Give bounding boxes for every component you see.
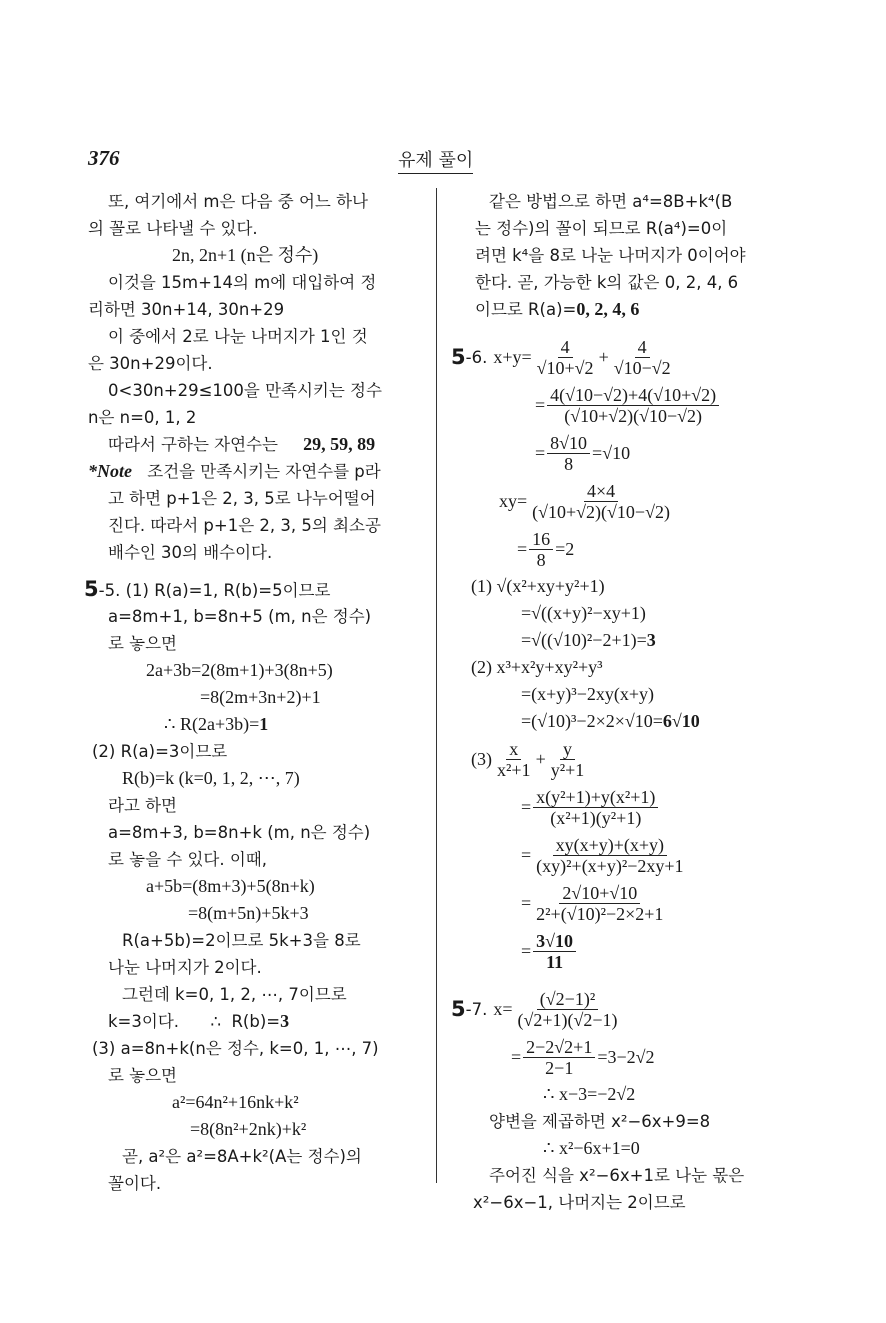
fraction xyxy=(494,739,534,780)
problem-number-bold: 5 xyxy=(84,577,99,601)
problem-number-rest: -7. xyxy=(465,999,488,1019)
note-line xyxy=(88,458,423,485)
text-line: 양변을 제곱하면 x²−6x+9=8 xyxy=(489,1112,711,1131)
text-line: 곧, a²은 a²=8A+k²(A는 정수)의 xyxy=(122,1147,362,1166)
fraction xyxy=(523,1037,595,1078)
fraction xyxy=(611,337,674,378)
text-line: 같은 방법으로 하면 a⁴=8B+k⁴(B xyxy=(489,192,733,211)
numerator: 4×4 xyxy=(584,481,618,502)
math-line xyxy=(455,525,795,573)
denominator: 8 xyxy=(564,453,574,474)
text-line: 한다. 곧, 가능한 k의 값은 0, 2, 4, 6 xyxy=(475,273,739,292)
math-line: ∴ x−3=−2√2 xyxy=(543,1084,636,1104)
math-line: (2) x³+x²y+xy²+y³ xyxy=(471,657,603,677)
numerator: 2−2√2+1 xyxy=(523,1037,595,1058)
denominator: 8 xyxy=(536,549,546,570)
math: =√((√10)²−2+1)= xyxy=(521,630,647,650)
math-line xyxy=(455,429,795,477)
answer-value: 0, 2, 4, 6 xyxy=(576,299,640,319)
column-divider xyxy=(436,188,437,1183)
math-line: 2n, 2n+1 (n은 정수) xyxy=(172,245,319,265)
fraction xyxy=(533,787,658,828)
answer-value: 29, 59, 89 xyxy=(303,434,376,454)
text: 이므로 R(a)= xyxy=(475,300,577,319)
math: x+y= xyxy=(493,346,532,367)
math-line xyxy=(455,1033,795,1081)
text-line: 로 놓을 수 있다. 이때, xyxy=(108,850,267,869)
answer-value: 3 xyxy=(646,630,656,650)
text-line: 려면 k⁴을 8로 나눈 나머지가 0이어야 xyxy=(475,246,746,265)
answer-value: 1 xyxy=(259,714,269,734)
denominator: 2²+(√10)²−2×2+1 xyxy=(536,903,664,924)
text-line: 배수인 30의 배수이다. xyxy=(108,543,273,562)
math-line xyxy=(455,477,795,525)
denominator: (x²+1)(y²+1) xyxy=(550,807,642,828)
text-line: 은 30n+29이다. xyxy=(88,354,213,373)
text: 조건을 만족시키는 자연수를 p라 xyxy=(147,462,381,481)
text-line: 고 하면 p+1은 2, 3, 5로 나누어떨어 xyxy=(108,489,376,508)
equals: = xyxy=(521,892,532,913)
left-column xyxy=(84,188,423,1197)
answer-line xyxy=(88,1008,423,1035)
text: k=3이다. ∴ R(b)= xyxy=(108,1012,281,1031)
answer-value: 6√10 xyxy=(662,711,700,731)
math-line xyxy=(455,783,795,831)
denominator: y²+1 xyxy=(550,759,585,780)
text-line: 그런데 k=0, 1, 2, ⋯, 7이므로 xyxy=(122,985,347,1004)
numerator: 8√10 xyxy=(547,433,590,454)
text-line: 진다. 따라서 p+1은 2, 3, 5의 최소공 xyxy=(108,516,381,535)
numerator: 2√10+√10 xyxy=(559,883,640,904)
fraction xyxy=(534,337,597,378)
numerator: 4 xyxy=(558,337,573,358)
text-line: 이 중에서 2로 나눈 나머지가 1인 것 xyxy=(108,327,368,346)
denominator: (√10+√2)(√10−√2) xyxy=(532,501,670,522)
right-column xyxy=(451,188,795,1216)
fraction xyxy=(529,529,553,570)
math-line: =8(m+5n)+5k+3 xyxy=(188,903,309,923)
equals: = xyxy=(535,442,546,463)
fraction xyxy=(533,931,576,972)
math-line: =8(2m+3n+2)+1 xyxy=(200,687,321,707)
text-line: 주어진 식을 x²−6x+1로 나눈 몫은 xyxy=(489,1166,745,1185)
numerator: 3√10 xyxy=(533,931,576,952)
math-line: =√((x+y)²−xy+1) xyxy=(521,603,646,623)
math: =√10 xyxy=(592,442,631,463)
text-line: 나눈 나머지가 2이다. xyxy=(108,958,262,977)
fraction xyxy=(514,989,620,1030)
math-line: a²=64n²+16nk+k² xyxy=(172,1092,299,1112)
fraction xyxy=(529,481,673,522)
math-line: ∴ x²−6x+1=0 xyxy=(543,1138,640,1158)
denominator: 11 xyxy=(546,951,564,972)
fraction xyxy=(547,433,590,474)
text-line: 꼴이다. xyxy=(108,1174,162,1193)
text: 따라서 구하는 자연수는 xyxy=(108,435,278,454)
denominator: (√10+√2)(√10−√2) xyxy=(564,405,703,426)
answer-line xyxy=(455,296,795,323)
text-line: 또, 여기에서 m은 다음 중 어느 하나 xyxy=(108,192,368,211)
text-line: 의 꼴로 나타낼 수 있다. xyxy=(88,219,258,238)
fraction xyxy=(547,385,719,426)
fraction xyxy=(533,835,686,876)
text-line: 로 놓으면 xyxy=(108,1066,178,1085)
denominator: (√2+1)(√2−1) xyxy=(517,1009,618,1030)
equals: = xyxy=(535,394,546,415)
equals: = xyxy=(521,844,532,865)
problem-number-rest: -5. xyxy=(98,581,121,600)
problem-number-bold: 5 xyxy=(451,996,466,1021)
text: (1) R(a)=1, R(b)=5이므로 xyxy=(125,581,331,600)
math-line xyxy=(455,627,795,654)
math-line xyxy=(455,831,795,879)
text-line: 라고 하면 xyxy=(108,796,178,815)
equals: = xyxy=(517,538,528,559)
numerator: 4 xyxy=(635,337,650,358)
text-line: 는 정수)의 꼴이 되므로 R(a⁴)=0이 xyxy=(475,219,728,238)
denominator: √10+√2 xyxy=(536,357,594,378)
text-line: 이것을 15m+14의 m에 대입하여 정 xyxy=(108,273,377,292)
fraction xyxy=(548,739,588,780)
denominator: 2−1 xyxy=(545,1057,574,1078)
math-line xyxy=(455,927,795,975)
problem-number-bold: 5 xyxy=(451,344,466,369)
text-line: n은 n=0, 1, 2 xyxy=(88,408,197,427)
math-line: =(x+y)³−2xy(x+y) xyxy=(521,684,654,704)
text-line: x²−6x−1, 나머지는 2이므로 xyxy=(473,1193,686,1212)
math: x= xyxy=(493,998,513,1019)
text-line: 리하면 30n+14, 30n+29 xyxy=(88,300,285,319)
denominator: x²+1 xyxy=(497,759,531,780)
text-line: 로 놓으면 xyxy=(108,634,178,653)
numerator: (√2−1)² xyxy=(537,989,598,1010)
math-line: =8(8n²+2nk)+k² xyxy=(190,1119,307,1139)
numerator: xy(x+y)+(x+y) xyxy=(553,835,667,856)
text: ∴ R(2a+3b)= xyxy=(164,714,260,734)
math: xy= xyxy=(499,490,528,511)
problem-number-rest: -6. xyxy=(465,347,488,367)
text-line: R(a+5b)=2이므로 5k+3을 8로 xyxy=(122,931,361,950)
equals: = xyxy=(521,940,532,961)
math: + xyxy=(598,346,609,367)
math-line xyxy=(455,708,795,735)
problem-5-5-heading xyxy=(84,576,423,603)
math: =3−2√2 xyxy=(597,1046,655,1067)
math-line: (1) √(x²+xy+y²+1) xyxy=(471,576,605,596)
math-line: R(b)=k (k=0, 1, 2, ⋯, 7) xyxy=(122,768,300,788)
denominator: √10−√2 xyxy=(613,357,671,378)
math-line: 2a+3b=2(8m+1)+3(8n+5) xyxy=(146,660,333,680)
math-line: a+5b=(8m+3)+5(8n+k) xyxy=(146,876,315,896)
math-line xyxy=(88,711,423,738)
numerator: x xyxy=(506,739,521,760)
numerator: 16 xyxy=(529,529,553,550)
note-label: *Note xyxy=(88,461,132,481)
equals: = xyxy=(511,1046,522,1067)
math-line xyxy=(455,879,795,927)
text-line: (3) a=8n+k(n은 정수, k=0, 1, ⋯, 7) xyxy=(92,1039,379,1058)
part-label: (3) xyxy=(471,748,492,769)
problem-5-7-heading xyxy=(451,985,795,1033)
text-line: 0<30n+29≤100을 만족시키는 정수 xyxy=(108,381,382,400)
fraction xyxy=(533,883,666,924)
text-line: (2) R(a)=3이므로 xyxy=(92,742,228,761)
answer-line xyxy=(88,431,423,458)
numerator: 4(√10−√2)+4(√10+√2) xyxy=(547,385,719,406)
numerator: x(y²+1)+y(x²+1) xyxy=(533,787,658,808)
page-number: 376 xyxy=(88,146,120,170)
math: =(√10)³−2×2×√10= xyxy=(521,711,663,731)
math: + xyxy=(535,748,546,769)
problem-5-6-heading xyxy=(451,333,795,381)
running-head: 유제 풀이 xyxy=(398,146,473,174)
denominator: (xy)²+(x+y)²−2xy+1 xyxy=(536,855,684,876)
math-line xyxy=(455,735,795,783)
math: =2 xyxy=(555,538,575,559)
math-line xyxy=(455,381,795,429)
equals: = xyxy=(521,796,532,817)
numerator: y xyxy=(560,739,575,760)
text-line: a=8m+1, b=8n+5 (m, n은 정수) xyxy=(108,607,372,626)
text-line: a=8m+3, b=8n+k (m, n은 정수) xyxy=(108,823,371,842)
answer-value: 3 xyxy=(280,1011,290,1031)
